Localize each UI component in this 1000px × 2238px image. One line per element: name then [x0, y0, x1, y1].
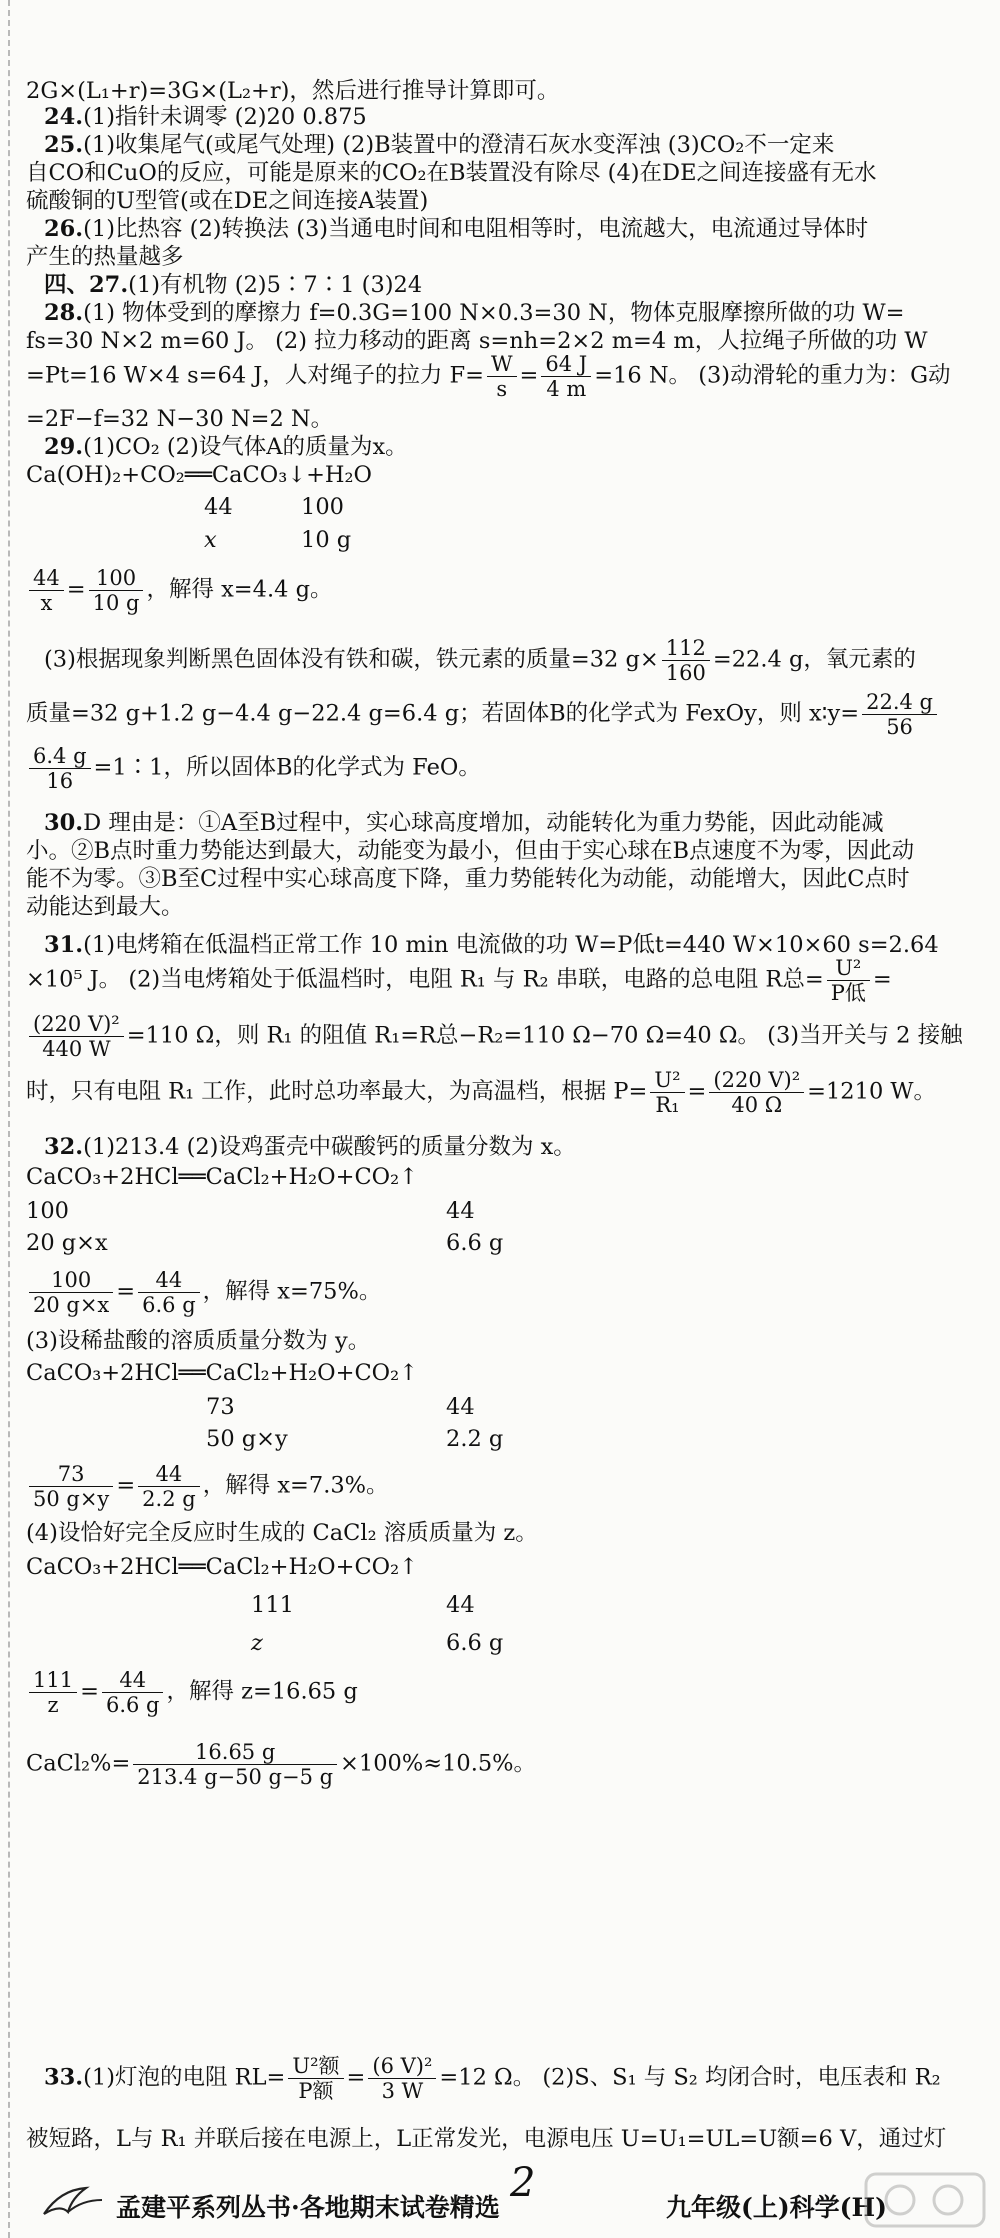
- answer-26-line1: 26.(1)比热容 (2)转换法 (3)当通电时间和电阻相等时，电流越大，电流通过导体时: [44, 216, 869, 242]
- answer-31-line2: ×10⁵ J。 (2)当电烤箱处于低温档时，电阻 R₁ 与 R₂ 串联，电路的总电阻 R总= $\frac{\text{U²}}{\text{P低}}$ =: [26, 956, 892, 1005]
- answer-25-line2: 自CO和CuO的反应，可能是原来的CO₂在B装置没有除尽 (4)在DE之间连接盛有无水: [26, 160, 877, 186]
- answer-31-line1: 31.(1)电烤箱在低温档正常工作 10 min 电流做的功 W=P低t=440 W×10×60 s=2.64: [44, 932, 939, 958]
- proportion-29: $\frac{44}{x}$ = $\frac{100}{10 g}$ ，解得 x=4.4 g。: [26, 566, 986, 615]
- answer-32-line1: 32.(1)213.4 (2)设鸡蛋壳中碳酸钙的质量分数为 x。: [44, 1134, 576, 1160]
- equation-32a: CaCO₃+2HCl══CaCl₂+H₂O+CO₂↑: [26, 1164, 418, 1190]
- answer-33-line2: 被短路，L与 R₁ 并联后接在电源上，L正常发光，电源电压 U=U₁=UL=U额=6 V，通过灯: [26, 2126, 947, 2152]
- proportion-32b: $\frac{73}{50 g\times y}$ = $\frac{44}{2.2 g}$ ，解得 x=7.3%。: [26, 1462, 986, 1511]
- answer-28-line3: =Pt=16 W×4 s=64 J，人对绳子的拉力 F= $\frac{W}{s}$ = $\frac{64 J}{4 m}$ =16 N。 (3)动滑轮的重力为：G动: [26, 352, 951, 401]
- equation-32c: CaCO₃+2HCl══CaCl₂+H₂O+CO₂↑: [26, 1554, 418, 1580]
- answer-30-line4: 动能达到最大。: [26, 894, 184, 920]
- line-l1: 2G×(L₁+r)=3G×(L₂+r)，然后进行推导计算即可。: [26, 78, 560, 104]
- answer-27: 四、27.(1)有机物 (2)5∶7∶1 (3)24: [44, 272, 423, 298]
- answer-33-line1: 33.(1)灯泡的电阻 RL= $\frac{\text{U²额}}{\text{P额}}$ = $\frac{\text{(6 V)²}}{3 W}$ =12 Ω。 (2)S、S₁ 与 S₂ 均闭合时，电压表和 R₂: [44, 2054, 941, 2103]
- page-footer: [26, 2160, 986, 2226]
- fraction-w-over-s: $\frac{W}{s}$: [487, 352, 517, 401]
- answer-29-line1: 29.(1)CO₂ (2)设气体A的质量为x。: [44, 434, 408, 460]
- proportion-32c: $\frac{111}{z}$ = $\frac{44}{6.6 g}$ ，解得 z=16.65 g: [26, 1668, 986, 1717]
- answer-29-line4: 质量=32 g+1.2 g−4.4 g−22.4 g=6.4 g；若固体B的化学式为 FexOy，则 x∶y= $\frac{22.4 g}{56}$: [26, 690, 986, 739]
- equation-29: Ca(OH)₂+CO₂══CaCO₃↓+H₂O: [26, 462, 373, 488]
- answer-25-line3: 硫酸铜的U型管(或在DE之间连接A装置): [26, 188, 429, 214]
- answer-25-line1: 25.(1)收集尾气(或尾气处理) (2)B装置中的澄清石灰水变浑浊 (3)CO₂不一定来: [44, 132, 835, 158]
- percentage-calc-32: CaCl₂%= $\frac{16.65 g}{213.4 g-50 g-5 g}$ ×100%≈10.5%。: [26, 1740, 537, 1789]
- answer-29-line3: (3)根据现象判断黑色固体没有铁和碳，铁元素的质量=32 g× $\frac{112}{160}$ =22.4 g，氧元素的: [44, 636, 916, 685]
- answer-29-line5: $\frac{6.4 g}{16}$ =1∶1，所以固体B的化学式为 FeO。: [26, 744, 986, 793]
- answer-28-line1: 28.(1) 物体受到的摩擦力 f=0.3G=100 N×0.3=30 N，物体克服摩擦所做的功 W=: [44, 300, 905, 326]
- answer-31-line4: 时，只有电阻 R₁ 工作，此时总功率最大，为高温档，根据 P= $\frac{\text{U²}}{\text{R₁}}$ = $\frac{\text{(220 V)²}}{40 \Omega}$ =1210 W。: [26, 1068, 937, 1117]
- grade-subject: 九年级(上)科学(H): [666, 2193, 887, 2222]
- fraction-64j-over-4m: $\frac{64 J}{4 m}$: [541, 352, 591, 401]
- answer-32-line4: (4)设恰好完全反应时生成的 CaCl₂ 溶质质量为 z。: [26, 1520, 538, 1546]
- answer-30-line1: 30.D 理由是：①A至B过程中，实心球高度增加，动能转化为重力势能，因此动能减: [44, 810, 884, 836]
- answer-30-line3: 能不为零。③B至C过程中实心球高度下降，重力势能转化为动能，动能增大，因此C点时: [26, 866, 910, 892]
- molar-mass-row-32a: 100 44: [26, 1198, 475, 1224]
- publisher-logo-icon: [38, 2182, 108, 2222]
- answer-32-line3: (3)设稀盐酸的溶质质量分数为 y。: [26, 1328, 371, 1354]
- answer-26-line2: 产生的热量越多: [26, 244, 184, 270]
- answer-31-line3: $\frac{\text{(220 V)²}}{440 W}$ =110 Ω，则 R₁ 的阻值 R₁=R总−R₂=110 Ω−70 Ω=40 Ω。 (3)当开关与 2 接触: [26, 1012, 986, 1061]
- answer-28-line4: =2F−f=32 N−30 N=2 N。: [26, 406, 334, 432]
- series-title: 孟建平系列丛书·各地期末试卷精选: [116, 2193, 500, 2222]
- page-number: 2: [510, 2160, 536, 2206]
- answer-28-line2: fs=30 N×2 m=60 J。 (2) 拉力移动的距离 s=nh=2×2 m=4 m，人拉绳子所做的功 W: [26, 328, 928, 354]
- binding-margin: [8, 0, 10, 2238]
- proportion-32a: $\frac{100}{20 g\times x}$ = $\frac{44}{6.6 g}$ ，解得 x=75%。: [26, 1268, 986, 1317]
- answer-30-line2: 小。②B点时重力势能达到最大，动能变为最小，但由于实心球在B点速度不为零，因此动: [26, 838, 915, 864]
- watermark-icon: [860, 2168, 990, 2232]
- equation-32b: CaCO₃+2HCl══CaCl₂+H₂O+CO₂↑: [26, 1360, 418, 1386]
- mass-row-32a: 20 g×x 6.6 g: [26, 1230, 504, 1256]
- answer-24: 24.(1)指针未调零 (2)20 0.875: [44, 104, 367, 130]
